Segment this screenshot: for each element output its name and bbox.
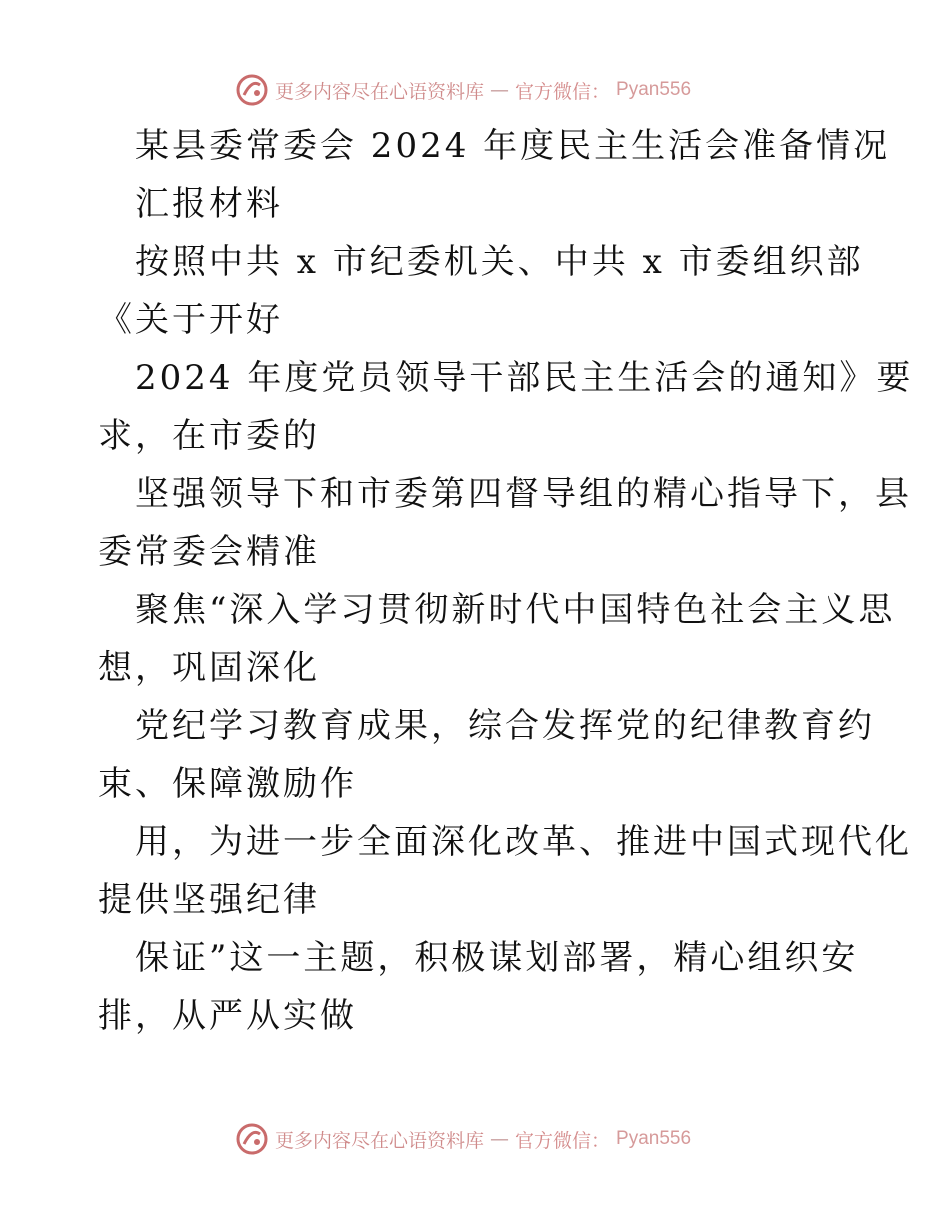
document-title-line-2: 汇报材料	[135, 184, 283, 224]
paragraph-line: 用，为进一步全面深化改革、推进中国式现代化	[135, 822, 912, 862]
watermark-text: 更多内容尽在心语资料库	[275, 1129, 485, 1152]
footer-watermark	[235, 1121, 691, 1157]
watermark-wechat-id: Pyan556	[616, 1128, 692, 1149]
watermark-wechat-id: Pyan556	[616, 79, 692, 100]
paragraph-line: 保证”这一主题，积极谋划部署，精心组织安	[135, 938, 859, 978]
paragraph-line: 排，从严从实做	[98, 996, 357, 1036]
paragraph-line: 提供坚强纪律	[98, 880, 320, 920]
paragraph-line: 《关于开好	[98, 300, 283, 340]
paragraph-line: 党纪学习教育成果，综合发挥党的纪律教育约	[135, 706, 875, 746]
watermark-label: 官方微信：	[515, 80, 611, 103]
watermark-dash: —	[490, 79, 510, 101]
paragraph-line: 委常委会精准	[98, 532, 320, 572]
watermark-label: 官方微信：	[515, 1129, 611, 1152]
paragraph-line: 聚焦“深入学习贯彻新时代中国特色社会主义思	[135, 590, 896, 630]
paragraph-line: 束、保障激励作	[98, 764, 357, 804]
paragraph-line: 想，巩固深化	[98, 648, 320, 688]
paragraph-line: 按照中共 x 市纪委机关、中共 x 市委组织部	[135, 242, 864, 282]
watermark-dash: —	[490, 1128, 510, 1150]
paragraph-line: 坚强领导下和市委第四督导组的精心指导下，县	[135, 474, 912, 514]
red-seal-logo-icon	[235, 1122, 269, 1156]
watermark-text: 更多内容尽在心语资料库	[275, 80, 485, 103]
document-title-line-1: 某县委常委会 2024 年度民主生活会准备情况	[135, 126, 891, 166]
paragraph-line: 2024 年度党员领导干部民主生活会的通知》要	[135, 358, 914, 398]
paragraph-line: 求，在市委的	[98, 416, 320, 456]
